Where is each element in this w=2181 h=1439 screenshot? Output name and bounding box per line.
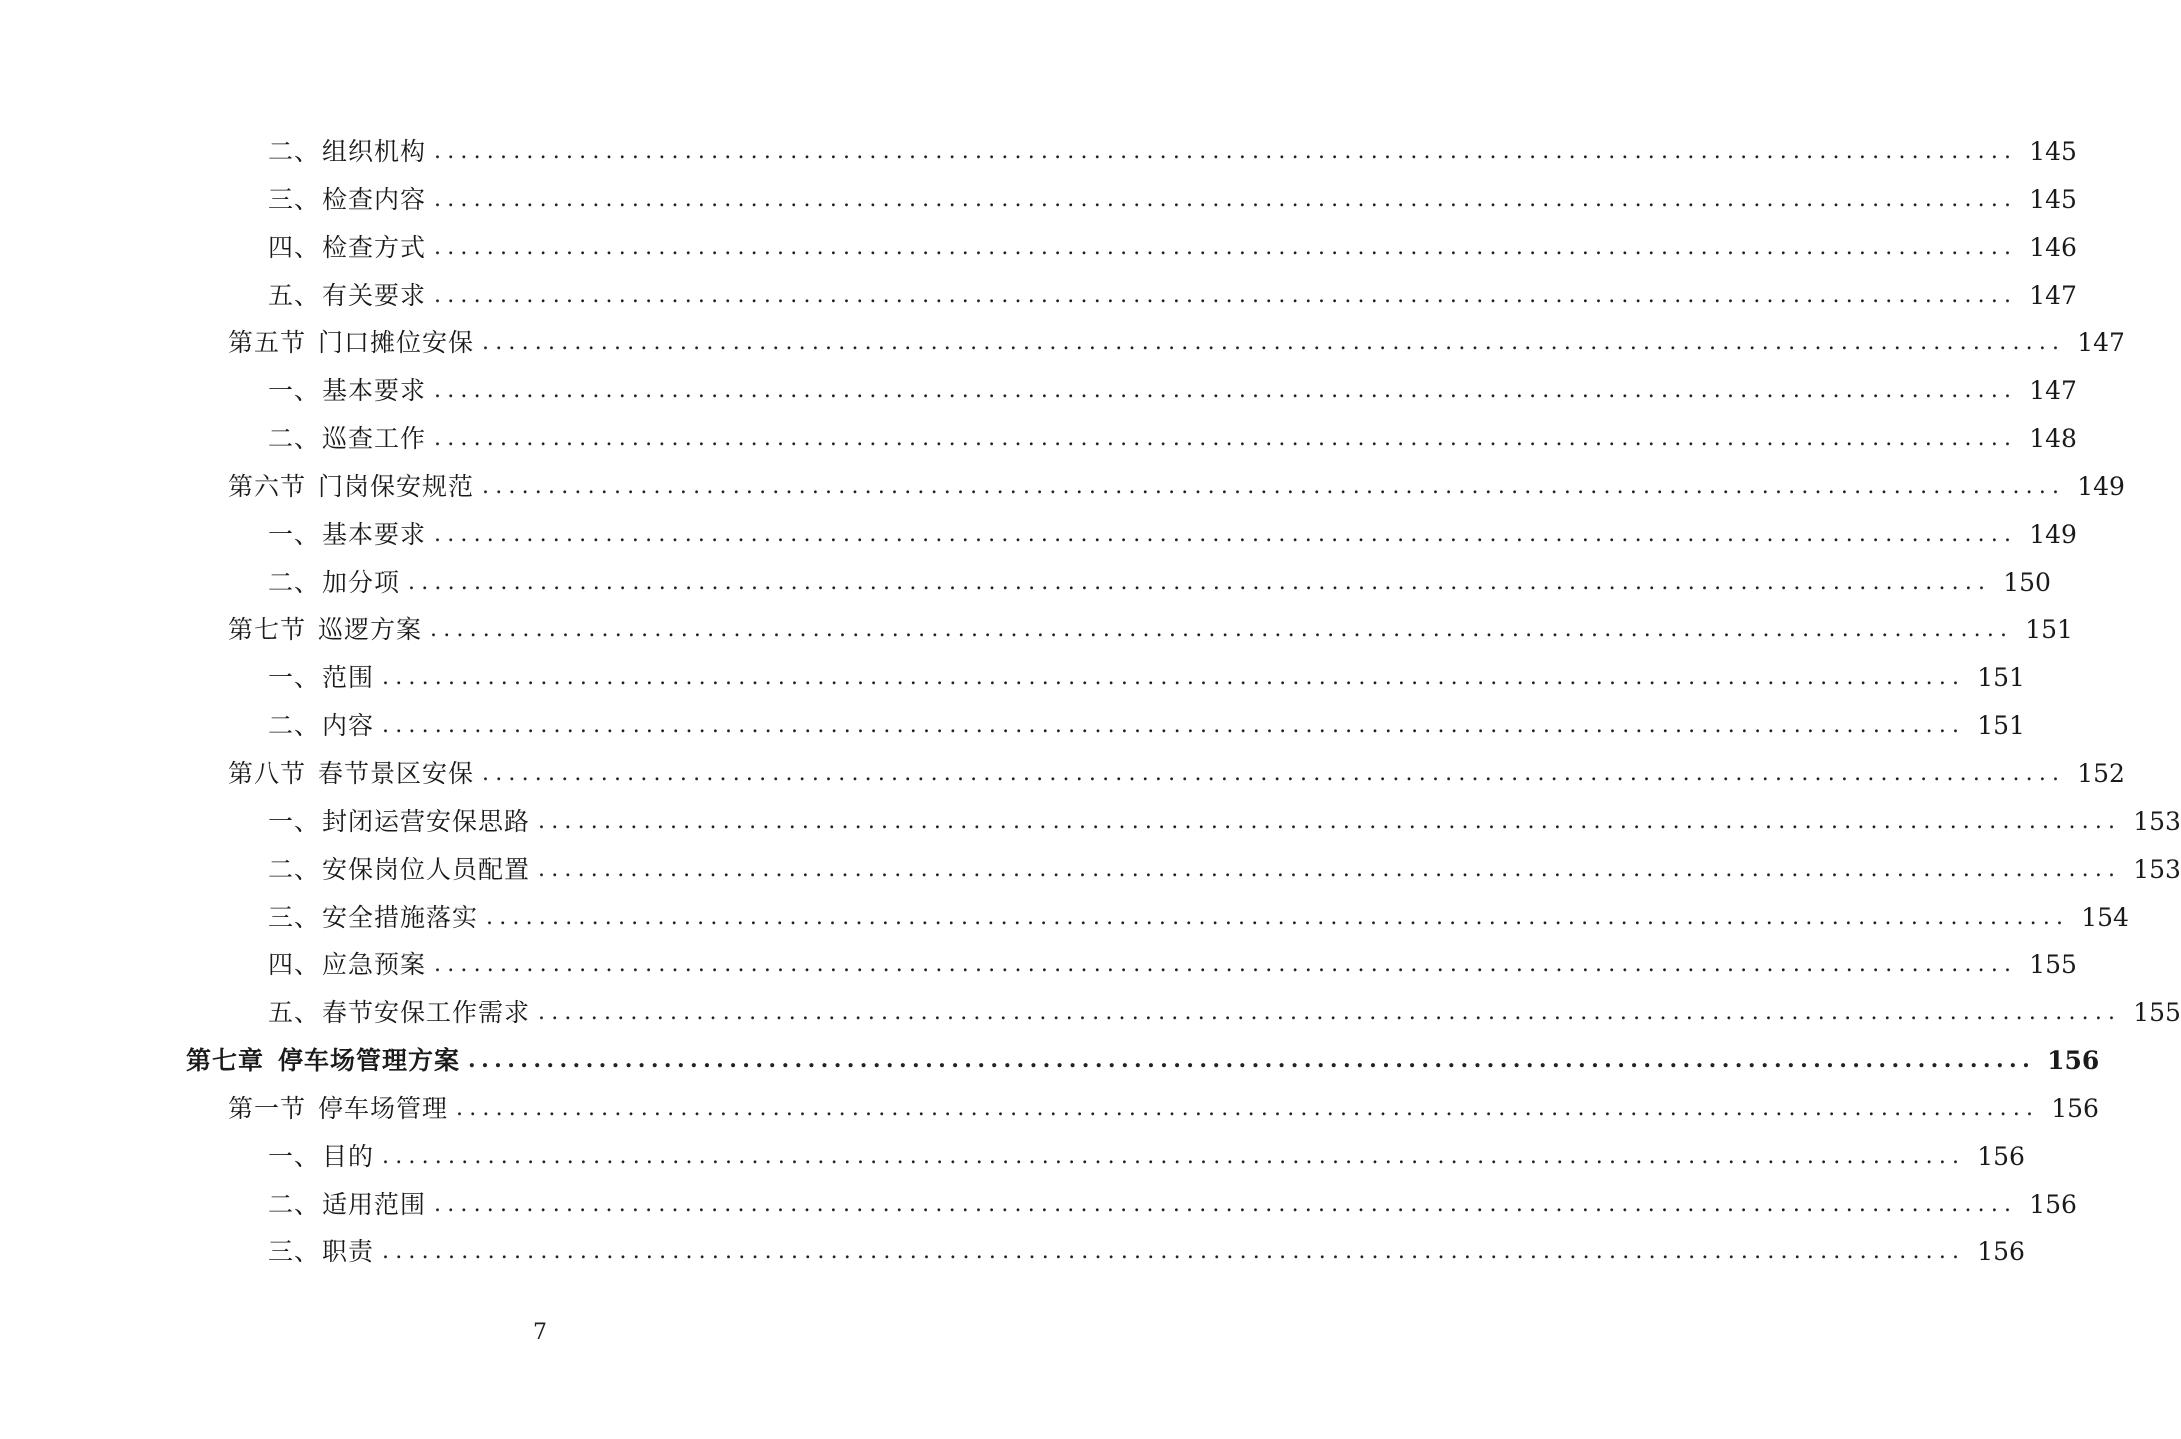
toc-entry-prefix: 一、 [268, 519, 321, 549]
toc-entry-prefix: 二、 [268, 567, 321, 597]
toc-entry-page: 147 [2029, 280, 2077, 310]
toc-leader-dots: ........................................................................................................................ [382, 1143, 1966, 1169]
toc-entry-title: 内容 [322, 711, 375, 741]
toc-leader-dots: ........................................................................................................................ [434, 282, 2018, 308]
toc-entry-title: 职责 [322, 1237, 375, 1267]
toc-entry-page: 155 [2029, 950, 2077, 980]
toc-leader-dots: ........................................................................................................................ [382, 713, 1966, 739]
toc-entry [0, 750, 2125, 798]
toc-leader-dots: ........................................................................................................................ [434, 186, 2018, 212]
toc-entry-page: 156 [2029, 1189, 2077, 1219]
toc-entry-prefix: 一、 [268, 1141, 321, 1171]
toc-entry [0, 319, 2125, 367]
toc-entry-page: 147 [2077, 328, 2125, 358]
toc-entry-prefix: 四、 [268, 232, 321, 262]
toc-leader-dots: ........................................................................................................................ [434, 139, 2018, 164]
toc-entry-page: 151 [1977, 711, 2025, 741]
toc-entry-title: 目的 [322, 1141, 375, 1171]
toc-entry-title: 春节景区安保 [318, 758, 475, 788]
toc-entry [0, 176, 2077, 224]
page-number: 7 [533, 1320, 547, 1345]
toc-entry-title: 检查内容 [322, 184, 427, 214]
toc-entry-title: 封闭运营安保思路 [322, 806, 531, 836]
toc-entry-page: 156 [2047, 1046, 2100, 1076]
toc-entry [0, 224, 2077, 272]
toc-entry-page: 145 [2029, 137, 2077, 166]
toc-entry-prefix: 三、 [268, 902, 321, 932]
toc-leader-dots: ........................................................................................................................ [434, 234, 2018, 260]
toc-entry [0, 989, 2181, 1037]
toc-entry-prefix: 二、 [268, 711, 321, 741]
toc-entry-title: 适用范围 [322, 1189, 427, 1219]
toc-entry [0, 511, 2077, 559]
toc-entry [0, 559, 2051, 607]
toc-entry-title: 有关要求 [322, 280, 427, 310]
toc-entry-prefix: 一、 [268, 663, 321, 693]
toc-leader-dots: ........................................................................................................................ [382, 1239, 1966, 1265]
toc-entry [0, 463, 2125, 511]
toc-entry [0, 128, 2077, 176]
toc-leader-dots: ........................................................................................................................ [538, 808, 2122, 834]
toc-entry [0, 272, 2077, 320]
toc-entry-prefix: 四、 [268, 950, 321, 980]
toc-entry [0, 1133, 2025, 1181]
toc-entry [0, 367, 2077, 415]
toc-entry-prefix: 五、 [268, 998, 321, 1028]
toc-leader-dots: ........................................................................................................................ [486, 904, 2070, 930]
toc-entry-page: 153 [2133, 854, 2181, 884]
toc-leader-dots: ........................................................................................................................ [434, 521, 2018, 547]
toc-entry-title: 应急预案 [322, 950, 427, 980]
toc-entry-title: 门岗保安规范 [318, 471, 475, 501]
toc-entry-page: 147 [2029, 376, 2077, 406]
toc-entry [0, 894, 2129, 942]
toc-leader-dots: ........................................................................................................................ [382, 665, 1966, 691]
toc-entry-title: 春节安保工作需求 [322, 998, 531, 1028]
toc-entry-page: 156 [1977, 1237, 2025, 1267]
toc-entry-page: 146 [2029, 232, 2077, 262]
toc-leader-dots: ........................................................................................................................ [434, 378, 2018, 404]
toc-leader-dots: ........................................................................................................................ [434, 426, 2018, 452]
toc-entry-prefix: 五、 [268, 280, 321, 310]
toc-leader-dots: ........................................................................................................................ [434, 1191, 2018, 1217]
toc-entry-prefix: 一、 [268, 806, 321, 836]
toc-entry [0, 798, 2181, 846]
toc-entry-title: 检查方式 [322, 232, 427, 262]
toc-entry [0, 846, 2181, 894]
toc-entry-page: 156 [2051, 1093, 2099, 1123]
toc-entry-prefix: 第六节 [228, 471, 307, 501]
table-of-contents [0, 128, 2181, 1276]
toc-leader-dots: ........................................................................................................................ [456, 1095, 2040, 1121]
toc-entry-prefix: 二、 [268, 1189, 321, 1219]
toc-entry [0, 702, 2025, 750]
toc-entry-prefix: 二、 [268, 137, 321, 166]
toc-entry-page: 151 [2025, 615, 2073, 645]
toc-entry-page: 150 [2003, 567, 2051, 597]
toc-entry [0, 941, 2077, 989]
toc-leader-dots: ........................................................................................................................ [468, 1047, 2036, 1074]
toc-entry-prefix: 第七节 [228, 615, 307, 645]
toc-entry-page: 151 [1977, 663, 2025, 693]
toc-leader-dots: ........................................................................................................................ [538, 1000, 2122, 1026]
toc-leader-dots: ........................................................................................................................ [482, 473, 2066, 499]
toc-entry-title: 基本要求 [322, 519, 427, 549]
toc-entry [0, 1181, 2077, 1229]
toc-entry-title: 安保岗位人员配置 [322, 854, 531, 884]
toc-entry [0, 415, 2077, 463]
toc-entry-page: 152 [2077, 758, 2125, 788]
toc-entry-prefix: 二、 [268, 424, 321, 454]
toc-entry-title: 巡逻方案 [318, 615, 423, 645]
toc-entry [0, 606, 2073, 654]
toc-entry-title: 停车场管理 [318, 1093, 449, 1123]
toc-entry-title: 安全措施落实 [322, 902, 479, 932]
toc-entry-title: 组织机构 [322, 137, 427, 166]
toc-entry-prefix: 三、 [268, 1237, 321, 1267]
toc-entry-page: 153 [2133, 806, 2181, 836]
toc-entry [0, 654, 2025, 702]
toc-entry-prefix: 一、 [268, 376, 321, 406]
toc-entry-title: 范围 [322, 663, 375, 693]
toc-entry-prefix: 第七章 [186, 1046, 265, 1076]
toc-leader-dots: ........................................................................................................................ [482, 330, 2066, 356]
toc-entry-title: 基本要求 [322, 376, 427, 406]
toc-entry [0, 1037, 2100, 1085]
toc-entry-page: 149 [2077, 471, 2125, 501]
toc-leader-dots: ........................................................................................................................ [434, 952, 2018, 978]
toc-entry-prefix: 第一节 [228, 1093, 307, 1123]
toc-entry-prefix: 二、 [268, 854, 321, 884]
toc-leader-dots: ........................................................................................................................ [538, 856, 2122, 882]
toc-leader-dots: ........................................................................................................................ [408, 569, 1992, 595]
toc-entry-prefix: 三、 [268, 184, 321, 214]
toc-entry-page: 156 [1977, 1141, 2025, 1171]
toc-leader-dots: ........................................................................................................................ [482, 760, 2066, 786]
toc-entry-title: 巡查工作 [322, 424, 427, 454]
toc-entry [0, 1228, 2025, 1276]
toc-entry-prefix: 第五节 [228, 328, 307, 358]
toc-entry-title: 停车场管理方案 [278, 1046, 461, 1076]
toc-entry-page: 155 [2133, 998, 2181, 1028]
toc-entry-page: 154 [2081, 902, 2129, 932]
toc-entry-title: 加分项 [322, 567, 401, 597]
toc-entry-page: 149 [2029, 519, 2077, 549]
toc-entry-page: 145 [2029, 184, 2077, 214]
toc-entry-title: 门口摊位安保 [318, 328, 475, 358]
toc-entry-page: 148 [2029, 424, 2077, 454]
toc-leader-dots: ........................................................................................................................ [430, 617, 2014, 643]
toc-entry-prefix: 第八节 [228, 758, 307, 788]
toc-entry [0, 1085, 2099, 1133]
